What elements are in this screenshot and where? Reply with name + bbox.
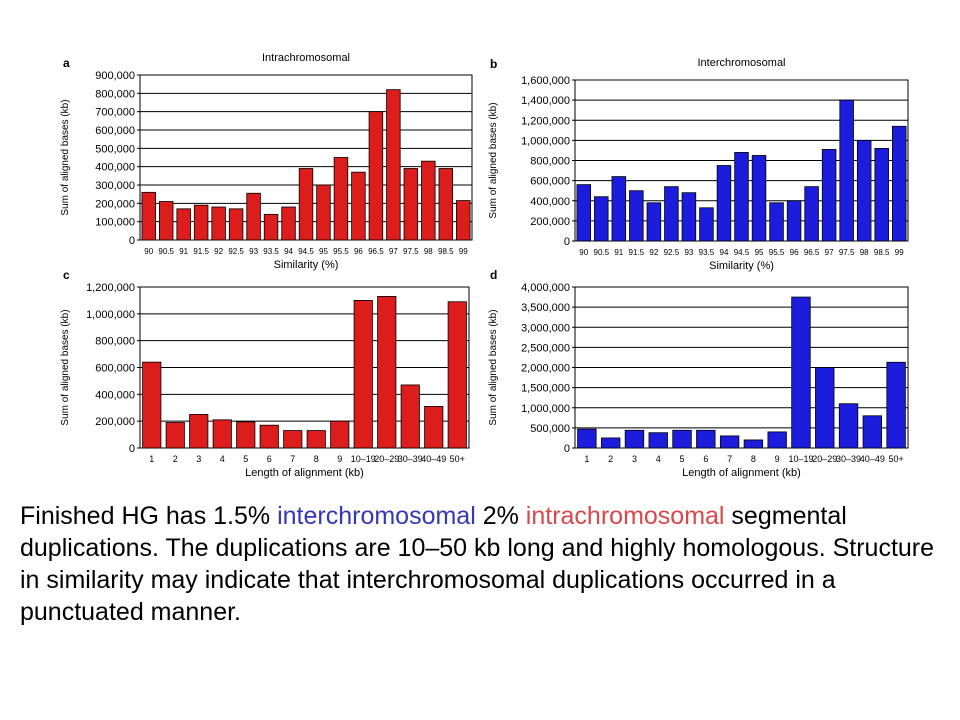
bar [369,112,383,240]
y-tick-label: 1,000,000 [521,135,570,148]
y-tick-label: 800,000 [95,88,135,101]
x-tick-label: 93.5 [698,248,715,257]
bar [815,368,834,449]
y-axis-label: Sum of aligned bases (kb) [488,309,499,426]
x-tick-label: 94 [719,248,729,257]
x-tick-label: 5 [679,454,685,464]
x-tick-label: 5 [243,454,249,464]
x-tick-label: 98 [859,248,869,257]
x-tick-label: 95 [319,247,328,256]
bar [448,302,466,448]
x-tick-label: 4 [219,454,225,464]
y-tick-label: 1,500,000 [521,382,570,395]
bar [260,425,278,448]
bar [625,430,644,448]
x-tick-label: 97 [824,248,834,257]
y-tick-label: 200,000 [95,198,135,211]
caption [20,500,950,628]
bar [159,202,173,241]
bar [863,416,882,448]
y-tick-label: 0 [128,443,135,455]
x-tick-label: 3 [631,454,637,464]
bar [665,187,679,241]
x-tick-label: 99 [894,248,904,257]
x-tick-label: 94.5 [733,248,750,257]
y-tick-label: 1,600,000 [521,75,570,87]
x-axis-label: Length of alignment (kb) [245,467,364,479]
bar [190,414,208,448]
panel-letter: b [490,57,498,71]
bar [282,207,296,240]
x-tick-label: 95.5 [768,248,785,257]
bar [700,208,714,241]
bar [334,158,348,241]
x-tick-label: 20–29 [812,454,838,464]
y-axis-label: Sum of aligned bases (kb) [60,309,71,426]
y-axis-label: Sum of aligned bases (kb) [488,102,499,219]
panel-c-length-intrachromosomal [60,268,469,479]
bar [331,421,349,448]
x-tick-label: 50+ [888,454,904,464]
y-tick-label: 900,000 [95,70,135,82]
x-tick-label: 92.5 [663,248,680,257]
y-tick-label: 1,000,000 [86,308,135,321]
x-tick-label: 97.5 [838,248,855,257]
x-axis-label: Similarity (%) [273,259,339,271]
x-tick-label: 90 [144,247,154,256]
y-tick-label: 600,000 [95,125,135,137]
x-tick-label: 20–29 [374,454,400,464]
bar [805,187,819,241]
y-tick-label: 700,000 [95,106,135,119]
x-tick-label: 91.5 [193,247,209,256]
panel-letter: a [63,56,70,70]
bar [875,148,889,241]
bar [143,362,161,448]
x-tick-label: 10–19 [350,454,376,464]
bar [284,431,302,448]
bar [264,214,278,240]
x-tick-label: 4 [655,454,661,464]
x-tick-label: 40–49 [859,454,885,464]
x-tick-label: 94.5 [298,247,314,256]
y-tick-label: 600,000 [530,175,570,188]
x-tick-label: 91.5 [628,248,645,257]
y-tick-label: 2,000,000 [521,362,570,375]
bar [840,100,854,241]
x-tick-label: 1 [149,454,155,464]
bar [744,440,763,448]
x-tick-label: 95 [754,248,764,257]
y-tick-label: 200,000 [95,416,135,429]
y-tick-label: 600,000 [95,362,135,375]
bar [177,209,191,240]
bar [378,296,396,448]
bar [213,420,231,448]
y-tick-label: 800,000 [530,155,570,168]
y-tick-label: 400,000 [530,195,570,208]
y-tick-label: 0 [563,236,570,248]
x-tick-label: 7 [290,454,296,464]
x-tick-label: 91 [179,247,189,256]
bar [439,169,453,241]
y-tick-label: 500,000 [530,422,570,435]
x-tick-label: 99 [458,247,468,256]
x-tick-label: 6 [703,454,709,464]
bar [822,149,836,241]
x-tick-label: 2 [172,454,178,464]
bar [456,201,470,240]
bar [770,203,784,241]
panel-letter: c [63,268,70,282]
y-tick-label: 400,000 [95,389,135,402]
x-tick-label: 97 [388,247,398,256]
chart-title: Interchromosomal [697,57,786,69]
y-tick-label: 1,400,000 [521,95,570,108]
x-tick-label: 6 [266,454,272,464]
x-tick-label: 93 [684,248,694,257]
caption-part-3: segmental duplications. The duplications are 10–50 kb long and highly homologous. Structure in similarity may indicate that interchromosomal duplications occurred in a punctuated manner. [20,502,935,626]
x-tick-label: 1 [584,454,590,464]
bar [792,297,811,448]
bar [299,169,313,241]
bar [212,207,226,240]
x-tick-label: 8 [750,454,756,464]
bar [352,172,366,240]
x-tick-label: 30–39 [836,454,862,464]
y-tick-label: 0 [563,443,570,455]
bar [425,406,443,448]
x-tick-label: 9 [774,454,780,464]
x-tick-label: 50+ [449,454,465,464]
x-tick-label: 40–49 [421,454,447,464]
caption-interchromosomal: interchromosomal [277,502,476,530]
y-tick-label: 1,000,000 [521,402,570,415]
bar [307,431,325,448]
bar [752,155,766,241]
bar [387,90,401,240]
x-tick-label: 98.5 [873,248,890,257]
panel-b-interchromosomal [488,57,908,272]
x-tick-label: 7 [727,454,733,464]
x-tick-label: 93.5 [263,247,279,256]
bar [717,166,731,241]
x-tick-label: 95.5 [333,247,349,256]
x-tick-label: 98 [423,247,433,256]
x-tick-label: 30–39 [397,454,423,464]
bar [887,362,906,448]
bar [594,197,608,241]
bar [735,152,749,241]
bar [839,404,858,448]
bar [142,192,156,240]
x-tick-label: 90.5 [593,248,610,257]
bar [578,429,597,448]
bar [647,203,661,241]
bar [194,205,208,240]
bar [892,126,906,241]
caption-part-1: Finished HG has 1.5% [20,502,278,530]
bar [229,209,243,240]
caption-part-2: 2% [475,502,526,530]
x-tick-label: 92.5 [228,247,244,256]
x-tick-label: 94 [284,247,293,256]
bar [317,185,331,240]
bar [768,432,787,448]
y-tick-label: 500,000 [95,143,135,156]
x-tick-label: 92 [649,248,659,257]
x-tick-label: 8 [313,454,319,464]
bar [720,436,739,448]
bar [612,177,626,241]
chart-title: Intrachromosomal [261,52,351,64]
bar [247,193,261,240]
y-tick-label: 1,200,000 [521,115,570,128]
y-tick-label: 400,000 [95,161,135,174]
bar [682,193,696,241]
x-tick-label: 93 [249,247,259,256]
panel-a-intrachromosomal [60,52,472,271]
bar [404,169,418,241]
x-tick-label: 92 [214,247,224,256]
bar [401,385,419,448]
x-tick-label: 2 [608,454,614,464]
bar [354,300,372,448]
x-tick-label: 96.5 [368,247,384,256]
x-tick-label: 98.5 [438,247,454,256]
x-tick-label: 10–19 [788,454,814,464]
bar [577,185,591,241]
y-tick-label: 3,500,000 [521,302,570,315]
bar [166,423,184,448]
y-tick-label: 800,000 [95,335,135,348]
bar [422,161,436,240]
y-tick-label: 2,500,000 [521,342,570,355]
x-axis-label: Length of alignment (kb) [682,467,801,479]
bar [857,140,871,241]
bar [630,191,644,241]
x-tick-label: 96.5 [803,248,820,257]
bar [237,422,255,448]
x-tick-label: 90 [579,248,589,257]
x-tick-label: 91 [614,248,624,257]
x-tick-label: 9 [337,454,343,464]
y-tick-label: 3,000,000 [521,322,570,335]
y-tick-label: 1,200,000 [86,282,135,294]
y-tick-label: 200,000 [530,215,570,228]
bar [697,430,716,448]
bar [787,201,801,241]
panel-letter: d [490,268,498,282]
x-tick-label: 3 [196,454,202,464]
bar [673,430,692,448]
y-tick-label: 0 [128,235,135,247]
bar [649,433,668,448]
y-axis-label: Sum of aligned bases (kb) [60,99,71,216]
x-tick-label: 96 [789,248,799,257]
y-tick-label: 100,000 [95,216,135,229]
x-tick-label: 96 [353,247,363,256]
y-tick-label: 300,000 [95,180,135,192]
bar [601,438,620,448]
panel-d-length-interchromosomal [488,268,908,479]
x-axis-label: Similarity (%) [709,260,774,272]
caption-intrachromosomal: intrachromosomal [525,502,725,530]
x-tick-label: 90.5 [158,247,174,256]
x-tick-label: 97.5 [403,247,419,256]
y-tick-label: 4,000,000 [521,282,570,294]
